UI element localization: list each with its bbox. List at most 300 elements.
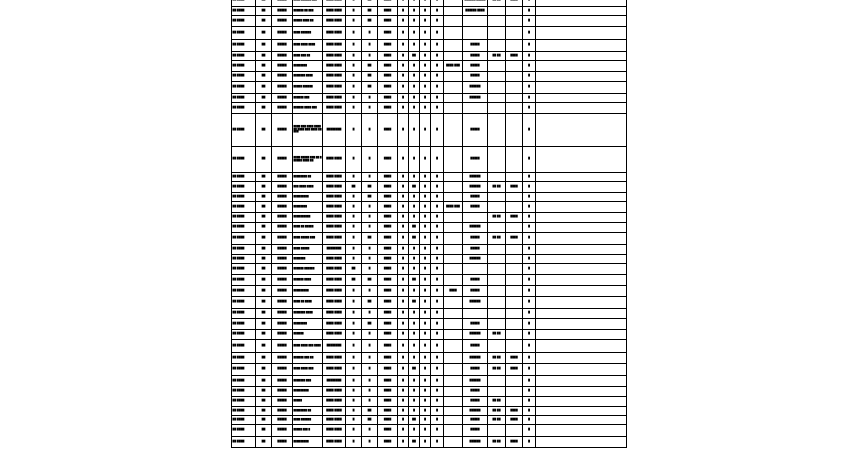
table-cell-m: ██████ <box>463 223 488 233</box>
table-cell-f: ██ <box>362 407 378 416</box>
table-cell-k: █ <box>431 353 444 364</box>
table-cell-k: █ <box>431 94 444 103</box>
table-cell-f: █ <box>362 202 378 213</box>
table-cell-a: ██ <box>256 330 272 340</box>
table-cell-a: ██ <box>256 16 272 27</box>
table-cell-l <box>444 264 463 275</box>
table-cell-h: █ <box>398 353 409 364</box>
table-cell-i: ██ <box>409 437 420 448</box>
table-cell-d: ████ ████ <box>323 397 346 407</box>
table-cell-desc: ██████ ████ <box>293 275 323 286</box>
table-cell-desc: ██████ <box>293 330 323 340</box>
table-cell-n <box>488 114 506 147</box>
table-cell-j: █ <box>420 27 431 40</box>
table-cell-l <box>444 330 463 340</box>
table-cell-a: ██ <box>256 245 272 255</box>
table-cell-id: ██ ████ <box>232 353 256 364</box>
table-cell-blank <box>536 182 627 193</box>
table-cell-a: ██ <box>256 147 272 173</box>
table-cell-l <box>444 213 463 223</box>
table-cell-e: █ <box>346 330 362 340</box>
table-cell-h: █ <box>398 387 409 397</box>
table-cell-n <box>488 264 506 275</box>
table-cell-g: ████ <box>378 407 398 416</box>
table-cell-blank <box>536 255 627 264</box>
table-cell-l <box>444 340 463 353</box>
table-cell-id: ██ ████ <box>232 245 256 255</box>
table-cell-p: █ <box>523 223 536 233</box>
table-cell-i: █ <box>409 16 420 27</box>
table-cell-m: █████ <box>463 202 488 213</box>
table-cell-j: █ <box>420 7 431 16</box>
table-cell-d: ████ ████ <box>323 309 346 319</box>
table-cell-a: ██ <box>256 340 272 353</box>
table-cell-blank <box>536 16 627 27</box>
table-cell-d: ████ ████ <box>323 61 346 72</box>
table-cell-n <box>488 319 506 330</box>
table-cell-id: ██ ████ <box>232 275 256 286</box>
table-cell-k: █ <box>431 103 444 114</box>
table-cell-h: █ <box>398 202 409 213</box>
table-cell-f: ██ <box>362 297 378 309</box>
table-cell-id: ██ ████ <box>232 297 256 309</box>
table-cell-b: █████ <box>272 397 293 407</box>
table-cell-l <box>444 182 463 193</box>
table-cell-o <box>506 275 523 286</box>
table-cell-n <box>488 376 506 387</box>
table-cell-e: █ <box>346 233 362 245</box>
table-cell-e: █ <box>346 425 362 437</box>
table-cell-e: █ <box>346 94 362 103</box>
table-cell-m: █████ <box>463 286 488 297</box>
table-cell-k: █ <box>431 437 444 448</box>
table-cell-p: █ <box>523 437 536 448</box>
table-cell-f: █ <box>362 437 378 448</box>
table-cell-desc: ████ █████ <box>293 245 323 255</box>
table-cell-j: █ <box>420 297 431 309</box>
table-cell-g: ████ <box>378 387 398 397</box>
table-cell-desc: ██████ ██ ███ <box>293 7 323 16</box>
table-cell-d: ████ ████ <box>323 82 346 94</box>
table-cell-h: █ <box>398 72 409 82</box>
table-cell-d: ████ ████ <box>323 202 346 213</box>
table-cell-a: ██ <box>256 416 272 425</box>
scanned-spreadsheet-page <box>231 0 626 450</box>
table-row <box>232 173 627 182</box>
table-cell-id: ██ ████ <box>232 397 256 407</box>
table-cell-h: █ <box>398 7 409 16</box>
table-cell-id: ██ ████ <box>232 182 256 193</box>
table-cell-p: █ <box>523 147 536 173</box>
table-cell-b: █████ <box>272 7 293 16</box>
table-cell-a: ██ <box>256 182 272 193</box>
table-cell-i: █ <box>409 94 420 103</box>
table-cell-l <box>444 376 463 387</box>
table-cell-desc: ███████ ████ <box>293 309 323 319</box>
table-cell-e: █ <box>346 437 362 448</box>
table-cell-b: █████ <box>272 309 293 319</box>
table-cell-b: █████ <box>272 297 293 309</box>
table-cell-p: █ <box>523 340 536 353</box>
table-cell-blank <box>536 376 627 387</box>
table-cell-id: ██ ████ <box>232 173 256 182</box>
table-cell-l <box>444 147 463 173</box>
table-cell-desc: ██████ ███ <box>293 94 323 103</box>
table-cell-n <box>488 82 506 94</box>
table-cell-blank <box>536 202 627 213</box>
table-cell-o <box>506 103 523 114</box>
table-cell-desc: █████ <box>293 397 323 407</box>
table-cell-o <box>506 309 523 319</box>
table-cell-g: ████ <box>378 286 398 297</box>
table-cell-desc: ████ ██ █████ <box>293 223 323 233</box>
table-cell-g: ████ <box>378 245 398 255</box>
table-cell-i: ██ <box>409 297 420 309</box>
table-cell-p: █ <box>523 114 536 147</box>
table-cell-k: █ <box>431 425 444 437</box>
table-cell-p: █ <box>523 297 536 309</box>
table-cell-desc: ███ ████ ████ <box>293 182 323 193</box>
table-cell-d: ████ ████ <box>323 27 346 40</box>
table-cell-l <box>444 407 463 416</box>
table-cell-d: ████ ████ <box>323 387 346 397</box>
table-row <box>232 297 627 309</box>
table-cell-j: █ <box>420 52 431 61</box>
table-cell-e: █ <box>346 340 362 353</box>
table-cell-blank <box>536 52 627 61</box>
table-cell-j: █ <box>420 364 431 376</box>
table-cell-m: █████ <box>463 193 488 202</box>
table-cell-p: █ <box>523 52 536 61</box>
table-cell-h: █ <box>398 182 409 193</box>
table-cell-blank <box>536 245 627 255</box>
table-cell-desc: ████ ██████ <box>293 27 323 40</box>
table-cell-n: ██ ██ <box>488 364 506 376</box>
table-cell-e: █ <box>346 147 362 173</box>
table-cell-blank <box>536 353 627 364</box>
table-cell-p: █ <box>523 233 536 245</box>
table-cell-a: ██ <box>256 223 272 233</box>
table-cell-f: █ <box>362 103 378 114</box>
table-cell-o: ████ <box>506 52 523 61</box>
table-cell-desc: ████ ████ ███ ████ <box>293 340 323 353</box>
table-cell-m: ██████ <box>463 173 488 182</box>
table-cell-e: █ <box>346 353 362 364</box>
table-cell-blank <box>536 147 627 173</box>
table-row <box>232 353 627 364</box>
table-cell-a: ██ <box>256 387 272 397</box>
table-row <box>232 437 627 448</box>
table-cell-desc: ████ ██ ████ <box>293 297 323 309</box>
table-cell-p: █ <box>523 193 536 202</box>
table-cell-a: ██ <box>256 255 272 264</box>
table-cell-o: ████ <box>506 364 523 376</box>
table-cell-m: ██████ <box>463 353 488 364</box>
table-cell-a: ██ <box>256 193 272 202</box>
table-cell-i: █ <box>409 72 420 82</box>
table-cell-blank <box>536 82 627 94</box>
table-cell-o <box>506 425 523 437</box>
table-cell-j: █ <box>420 61 431 72</box>
table-cell-m: █████ <box>463 72 488 82</box>
table-cell-f: █ <box>362 213 378 223</box>
table-cell-j: █ <box>420 72 431 82</box>
table-cell-i: █ <box>409 264 420 275</box>
table-cell-d: ████ ████ <box>323 437 346 448</box>
table-cell-d: ████ ████ <box>323 7 346 16</box>
table-cell-e: █ <box>346 376 362 387</box>
table-cell-id: ██ ████ <box>232 52 256 61</box>
table-cell-h: █ <box>398 147 409 173</box>
table-cell-l <box>444 255 463 264</box>
table-row <box>232 309 627 319</box>
table-cell-m: █████ <box>463 275 488 286</box>
table-cell-f: █ <box>362 397 378 407</box>
table-cell-f: █ <box>362 173 378 182</box>
table-cell-l <box>444 223 463 233</box>
table-cell-h: █ <box>398 233 409 245</box>
table-cell-n: ██ ██ <box>488 52 506 61</box>
table-cell-m: ██████ ████ <box>463 7 488 16</box>
table-cell-blank <box>536 72 627 82</box>
table-cell-l <box>444 173 463 182</box>
table-cell-k: █ <box>431 147 444 173</box>
table-cell-e: █ <box>346 52 362 61</box>
table-cell-i: █ <box>409 61 420 72</box>
table-cell-d: ████ ████ <box>323 16 346 27</box>
table-cell-d: ████ ████ <box>323 297 346 309</box>
table-cell-j: █ <box>420 376 431 387</box>
table-cell-o <box>506 245 523 255</box>
table-row <box>232 397 627 407</box>
table-cell-h: █ <box>398 52 409 61</box>
table-cell-a: ██ <box>256 437 272 448</box>
table-cell-i: █ <box>409 309 420 319</box>
table-cell-m: █████ <box>463 61 488 72</box>
table-cell-id: ██ ████ <box>232 407 256 416</box>
table-cell-o <box>506 72 523 82</box>
table-cell-f: █ <box>362 147 378 173</box>
table-cell-i: █ <box>409 27 420 40</box>
table-cell-h: █ <box>398 376 409 387</box>
table-cell-blank <box>536 114 627 147</box>
table-cell-l <box>444 416 463 425</box>
table-cell-i: █ <box>409 40 420 52</box>
table-cell-n <box>488 275 506 286</box>
table-cell-o <box>506 193 523 202</box>
table-cell-o: ████ <box>506 407 523 416</box>
table-cell-k: █ <box>431 72 444 82</box>
table-cell-desc: ███████ <box>293 255 323 264</box>
table-cell-j: █ <box>420 94 431 103</box>
table-row <box>232 407 627 416</box>
table-cell-desc: █████████ <box>293 437 323 448</box>
table-cell-b: █████ <box>272 94 293 103</box>
table-cell-k: █ <box>431 319 444 330</box>
table-cell-b: █████ <box>272 72 293 82</box>
table-cell-a: ██ <box>256 425 272 437</box>
table-cell-e: █ <box>346 407 362 416</box>
table-cell-h: █ <box>398 94 409 103</box>
table-cell-desc: █████ ██████ <box>293 82 323 94</box>
table-cell-m <box>463 103 488 114</box>
table-cell-o <box>506 94 523 103</box>
table-cell-id: ██ ████ <box>232 7 256 16</box>
table-cell-blank <box>536 286 627 297</box>
table-cell-d: ████ ████ <box>323 364 346 376</box>
table-cell-d: ████ ████ <box>323 193 346 202</box>
table-cell-o <box>506 397 523 407</box>
table-cell-desc: █████ ███ █ <box>293 425 323 437</box>
table-cell-blank <box>536 193 627 202</box>
table-cell-b: █████ <box>272 264 293 275</box>
table-cell-i: █ <box>409 7 420 16</box>
table-cell-j: █ <box>420 353 431 364</box>
table-cell-n <box>488 223 506 233</box>
table-cell-k: █ <box>431 52 444 61</box>
table-cell-f: ██ <box>362 319 378 330</box>
table-row <box>232 286 627 297</box>
table-cell-k: █ <box>431 7 444 16</box>
table-cell-f: █ <box>362 264 378 275</box>
table-cell-n: ██ ██ <box>488 416 506 425</box>
table-cell-d: ████ ████ <box>323 286 346 297</box>
table-cell-p: █ <box>523 364 536 376</box>
table-cell-h: █ <box>398 286 409 297</box>
table-cell-o: ████ <box>506 416 523 425</box>
table-cell-g: ████ <box>378 103 398 114</box>
table-cell-id: ██ ████ <box>232 223 256 233</box>
table-cell-h: █ <box>398 340 409 353</box>
table-cell-a: ██ <box>256 353 272 364</box>
table-cell-id: ██ ████ <box>232 376 256 387</box>
table-cell-k: █ <box>431 202 444 213</box>
table-cell-f: █ <box>362 364 378 376</box>
table-cell-blank <box>536 7 627 16</box>
table-cell-p: █ <box>523 16 536 27</box>
table-cell-o: ████ <box>506 213 523 223</box>
table-cell-k: █ <box>431 223 444 233</box>
table-cell-g: ████ <box>378 309 398 319</box>
table-cell-j: █ <box>420 264 431 275</box>
table-cell-b: █████ <box>272 82 293 94</box>
table-cell-k: █ <box>431 193 444 202</box>
table-cell-i: █ <box>409 147 420 173</box>
table-cell-n <box>488 173 506 182</box>
table-cell-a: ██ <box>256 202 272 213</box>
table-cell-i: ██ <box>409 182 420 193</box>
table-cell-n <box>488 147 506 173</box>
table-cell-m: ██████ <box>463 182 488 193</box>
table-cell-l <box>444 94 463 103</box>
table-cell-p: █ <box>523 182 536 193</box>
table-cell-g: ████ <box>378 16 398 27</box>
table-cell-n <box>488 7 506 16</box>
table-cell-g: ████ <box>378 72 398 82</box>
table-cell-n <box>488 255 506 264</box>
table-cell-d: ████ ████ <box>323 52 346 61</box>
table-cell-i: ██ <box>409 233 420 245</box>
table-cell-b: █████ <box>272 103 293 114</box>
table-cell-p: █ <box>523 213 536 223</box>
table-cell-k: █ <box>431 40 444 52</box>
table-cell-id: ██ ████ <box>232 264 256 275</box>
table-cell-b: █████ <box>272 147 293 173</box>
table-cell-o <box>506 40 523 52</box>
table-cell-n: ██ ██ <box>488 407 506 416</box>
table-cell-i: █ <box>409 425 420 437</box>
table-cell-h: █ <box>398 40 409 52</box>
table-cell-i: █ <box>409 353 420 364</box>
table-cell-a: ██ <box>256 27 272 40</box>
table-cell-p: █ <box>523 319 536 330</box>
table-cell-l <box>444 297 463 309</box>
table-cell-o <box>506 147 523 173</box>
table-cell-f: █ <box>362 114 378 147</box>
table-cell-f: █ <box>362 425 378 437</box>
table-cell-e: █ <box>346 387 362 397</box>
table-cell-b: █████ <box>272 233 293 245</box>
table-cell-m <box>463 16 488 27</box>
table-cell-g: ████ <box>378 213 398 223</box>
table-cell-k: █ <box>431 245 444 255</box>
table-cell-g: ████ <box>378 147 398 173</box>
table-cell-m: ██████ <box>463 376 488 387</box>
table-cell-h: █ <box>398 437 409 448</box>
table-cell-n <box>488 94 506 103</box>
table-cell-d: ████ ████ <box>323 255 346 264</box>
table-cell-j: █ <box>420 147 431 173</box>
table-cell-g: ████ <box>378 52 398 61</box>
table-cell-a: ██ <box>256 407 272 416</box>
table-cell-d: ████ ████ <box>323 233 346 245</box>
table-cell-d: ████ ████ <box>323 223 346 233</box>
table-cell-i: █ <box>409 202 420 213</box>
table-cell-n <box>488 103 506 114</box>
table-cell-j: █ <box>420 223 431 233</box>
table-cell-n: ██ ██ <box>488 233 506 245</box>
table-cell-a: ██ <box>256 61 272 72</box>
table-cell-i: █ <box>409 387 420 397</box>
table-cell-m <box>463 309 488 319</box>
table-cell-l <box>444 437 463 448</box>
table-row <box>232 82 627 94</box>
table-cell-f: █ <box>362 286 378 297</box>
table-cell-f: ██ <box>362 72 378 82</box>
table-cell-n <box>488 193 506 202</box>
table-cell-k: █ <box>431 182 444 193</box>
table-cell-j: █ <box>420 193 431 202</box>
table-cell-a: ██ <box>256 286 272 297</box>
table-cell-desc: ████ ████ ███ <box>293 364 323 376</box>
table-cell-k: █ <box>431 376 444 387</box>
table-cell-j: █ <box>420 182 431 193</box>
table-cell-id: ██ ████ <box>232 114 256 147</box>
table-cell-h: █ <box>398 309 409 319</box>
table-cell-desc: █████████ <box>293 286 323 297</box>
table-cell-b: █████ <box>272 407 293 416</box>
table-cell-a: ██ <box>256 103 272 114</box>
table-cell-b: █████ <box>272 330 293 340</box>
table-row <box>232 245 627 255</box>
table-cell-id: ██ ████ <box>232 437 256 448</box>
table-cell-k: █ <box>431 387 444 397</box>
table-cell-desc: ████████ ██ <box>293 173 323 182</box>
table-cell-a: ██ <box>256 52 272 61</box>
table-cell-desc: ██████ ████ ███ <box>293 103 323 114</box>
table-cell-f: █ <box>362 27 378 40</box>
table-cell-j: █ <box>420 416 431 425</box>
